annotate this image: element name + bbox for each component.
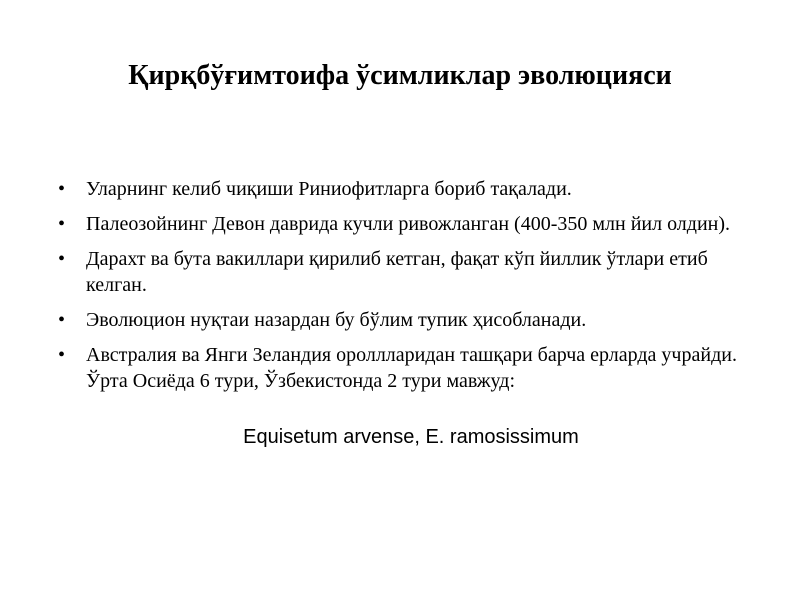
bullet-item xyxy=(58,342,748,394)
bullet-text: Австралия ва Янги Зеландия ороллларидан ташқари барча ерларда учрайди. Ўрта Осиёда 6 тури, Ўзбекистонда 2 тури мавжуд: xyxy=(86,344,737,392)
bullet-text: Дарахт ва бута вакиллари қирилиб кетган, фақат кўп йиллик ўтлари етиб келган. xyxy=(86,248,708,296)
species-names: Equisetum arvense, E. ramosissimum xyxy=(243,426,579,448)
bullet-marker: • xyxy=(58,248,66,270)
bullet-marker: • xyxy=(58,344,66,366)
bullet-list xyxy=(58,176,748,403)
bullet-item xyxy=(58,176,748,202)
bullet-text: Эволюцион нуқтаи назардан бу бўлим тупик ҳисобланади. xyxy=(86,309,587,331)
slide-title: Қирқбўғимтоифа ўсимликлар эволюцияси xyxy=(128,60,672,91)
bullet-text: Уларнинг келиб чиқиши Риниофитларга бориб тақалади. xyxy=(86,178,572,200)
bullet-text: Палеозойнинг Девон даврида кучли ривожланган (400-350 млн йил олдин). xyxy=(86,213,731,235)
bullet-marker: • xyxy=(58,213,66,235)
bullet-marker: • xyxy=(58,309,66,331)
bullet-item xyxy=(58,307,748,333)
bullet-marker: • xyxy=(58,178,66,200)
bullet-item xyxy=(58,211,748,237)
bullet-item xyxy=(58,246,748,298)
